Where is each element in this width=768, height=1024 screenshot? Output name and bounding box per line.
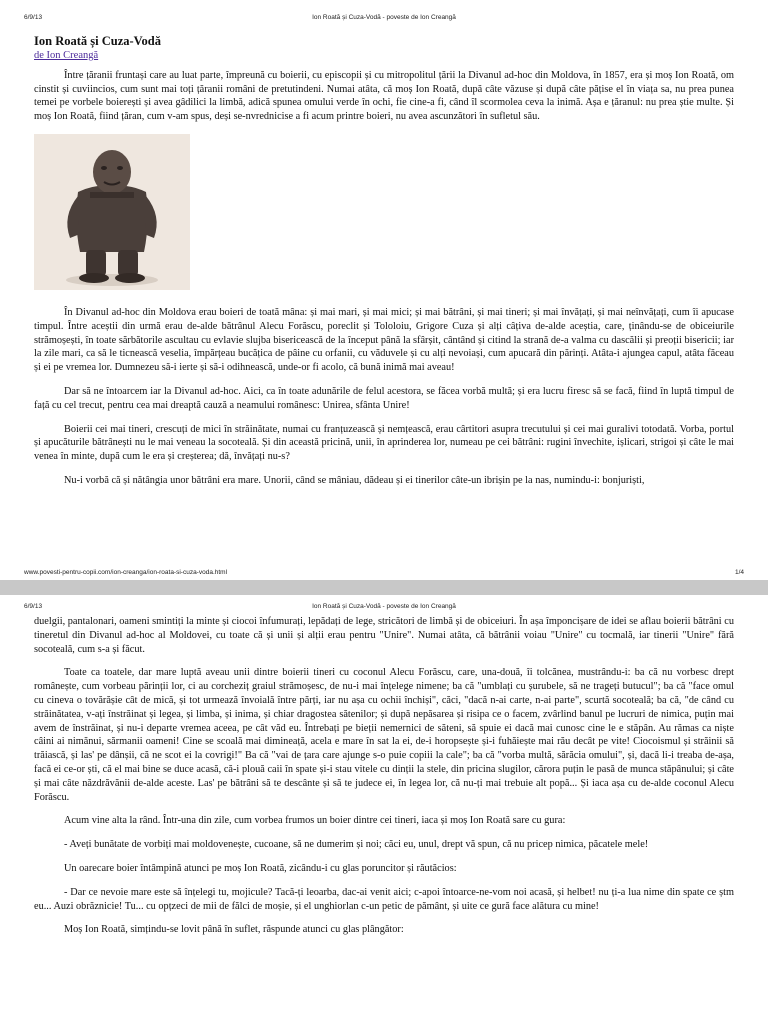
paragraph: Un oarecare boier întâmpină atunci pe moș Ion Roată, zicându-i cu glas poruncitor și răutăcios: (64, 862, 457, 874)
paragraph: Toate ca toatele, dar mare luptă aveau unii dintre boierii tineri cu coconul Alecu Forăscu, care, una-două, îi tolcănea, mustrându-i: ba că nu vorbesc drept românește, cum vorbeau părinții lor, ci au corcheziț graiul strămoșesc, de nu-i mai înțelege nimene; ba că "umblați cu șurubele, să ne trageți butucul"; ba că "face omul cu cineva o tovărășie cât de mică, și tot urmează învoială între părți, iar nu așa cu ochii închiși", căci, "dacă n-ai carte, n-ai parte", scurtă socoteală; ba că, "de când cu străinătatea, v-ați înstrăinat și legea, și limba, și inima, și chiar dragostea sătenilor; și după nepăsarea și risipa ce o facem, zvârlind banul pe lucruri de nimica, puțin mai avem de înstrăinat, și nu-i departe vremea aceea, pe cât văd eu. Întrebați pe bieții nemernici de săteni, să spuie ei dacă mai cunosc cine le e stăpân. Au rămas ca niște câini ai nimănui, sărmanii oameni! Cine se scoală mai dimineață, acela e mare în sat la ei, de-i horopsește și-i fuhăiește mai rău decât pe vite! Ciocoismul și străinii să trăiască, și las' pe dânșii, că ne scot ei la covrigi!" Ba că "vai de țara care ajunge s-o puie copiii la cale"; ba că "vorba multă, sărăcia omului", și, dacă li-i treaba de-așa, facă ei ce-or ști, că el mai bine se duce acasă, că-i plouă caii în spate și-i stau vitele cu dinții la stele, din pricina slugilor, cărora puțin le pasă de munca stăpânului; și câte și mai câte năzdrăvănii de-alde aceste. Las' pe bătrâni să te descânte și să te judece ei, în legea lor, că nu-ți mai trebuie alt popă... Și iaca așa cu de-alde coconul Alecu Forăscu. (34, 667, 734, 803)
paragraph: În Divanul ad-hoc din Moldova erau boieri de toată mâna: și mai mari, și mai mici; și mai bătrâni, și mai tineri; și mai învățați, și mai neînvățați, cum îi apucase timpul. Între aceștii din urmă erau de-alde bătrânul Alecu Forăscu, poreclit și Tololoiu, Grigore Cuza și alți câțiva de-alde aceștia, care, ținându-se de obiceiurile strămoșești, în toate sărbătorile ascultau cu evlavie slujba bisericească de la început până la sfârșit, cântând și citind la strană de-a valma cu dascălii și preoții bisericii; iar la zile mari, ca să le ticnească veselia, împărțeau bucățica de pâine cu orfanii, cu văduvele și cu alți nevoiași, cum apucară din părinți. Atâta-i ajungea capul, atâta făceau și ei pe vremea lor. Dumnezeu să-i ierte și să-i odihnească, unde-or fi acolo, că bună inimă mai aveau! (34, 306, 734, 374)
story-title: Ion Roată și Cuza-Vodă (34, 34, 161, 48)
header-date: 6/9/13 (24, 14, 43, 21)
paragraph: Dar să ne întoarcem iar la Divanul ad-hoc. Aici, ca în toate adunările de felul acestora, se făcea vorbă multă; și era lucru firesc să se facă, fiind în luptă timpul de față cu cel trecut, pentru cea mai dreaptă cauză a neamului românesc: Unirea, sfânta Unire! (34, 385, 734, 411)
paragraph: - Aveți bunătate de vorbiți mai moldovenește, cucoane, să ne dumerim și noi; căci eu, unul, drept vă spun, că nu pricep nimica, păcatele mele! (64, 839, 649, 851)
footer-page-number: 1/4 (734, 569, 744, 576)
paragraph: Nu-i vorbă că și nătângia unor bătrâni era mare. Unorii, când se mâniau, dădeau și ei tinerilor câte-un ibrișin pe la nas, numindu-i: bonjuriști, (64, 474, 645, 486)
paragraph: Acum vine alta la rând. Într-una din zile, cum vorbea frumos un boier dintre cei tineri, iaca și moș Ion Roată sare cu gura: (64, 815, 566, 827)
header-title: Ion Roată și Cuza-Vodă - poveste de Ion Creangă (312, 14, 456, 21)
page-two (0, 595, 768, 1024)
paragraph: Moș Ion Roată, simțindu-se lovit până în suflet, răspunde atunci cu glas plângător: (64, 924, 404, 936)
story-content (34, 34, 734, 498)
story-content (34, 615, 734, 947)
paragraph: Între țăranii fruntași care au luat parte, împreună cu boierii, cu episcopii și cu mitropolitul țării la Divanul ad-hoc din Moldova, în 1857, era și moș Ion Roată, om cinstit și cuviincios, cum sunt mai toți țăranii români de pretutindeni. Numai atâta, că moș Ion Roată, după câte văzuse și după câte pățise el în viața sa, nu prea punea temei pe vorbele boierești și avea gâdilici la limbă, adică spunea omului verde în ochi, fie cine-a fi, când îl scormolea ceva la inimă. Așa e țăranul: nu prea știe multe. Și moș Ion Roată, fiind țăran, cum v-am spus, deși se-nvrednicise a fi acum printre boieri, nu avea ascunzători în sufletul său. (34, 69, 734, 123)
paragraph: Boierii cei mai tineri, crescuți de mici în străinătate, numai cu franțuzească și nemțească, erau cârtitori asupra trecutului și cei mai guralivi totodată. Vorba, portul și apucăturile bătrânești nu le mai veneau la socoteală. Și din această pricină, unii, în aprinderea lor, numeau pe cei bătrâni: rugini învechite, ișlicari, strigoi și câte le mai venea în minte, după cum le era și creșterea; dă, învățați nu-s? (34, 423, 734, 463)
author-link[interactable]: de Ion Creangă (34, 50, 99, 61)
paragraph: duelgii, pantalonari, oameni smintiți la minte și ciocoi înfumurați, lepădați de lege, stricători de limbă și de obiceiuri. În așa împoncișare de idei se aflau boierii bătrâni cu tineretul din Divanul ad-hoc al Moldovei, cu toate că și unii și alții erau pentru "Unire". Numai atâta, că bătrânii voiau "Unire" cu tocmală, iar tinerii "Unire" fără socoteală, cum s-a și făcut. (34, 616, 734, 655)
header-date: 6/9/13 (24, 603, 43, 610)
footer-url: www.povesti-pentru-copii.com/ion-creanga/ion-roata-si-cuza-voda.html (24, 569, 228, 576)
figurine-illustration (34, 134, 190, 290)
figurine-image (34, 134, 190, 290)
header-title: Ion Roată și Cuza-Vodă - poveste de Ion Creangă (312, 603, 456, 610)
paragraph: - Dar ce nevoie mare este să înțelegi tu, mojicule? Tacă-ți leoarba, dac-ai venit aici; c-apoi întoarce-ne-vom noi acasă, și helbet! nu ți-a lua nime din spate ce ștm eu... Auzi obrăznicie! Tu... cu opțzeci de mii de fălci de moșie, și el unghiorlan c-un petic de pământ, și uite ce gură face alătura cu mine! (34, 886, 734, 912)
